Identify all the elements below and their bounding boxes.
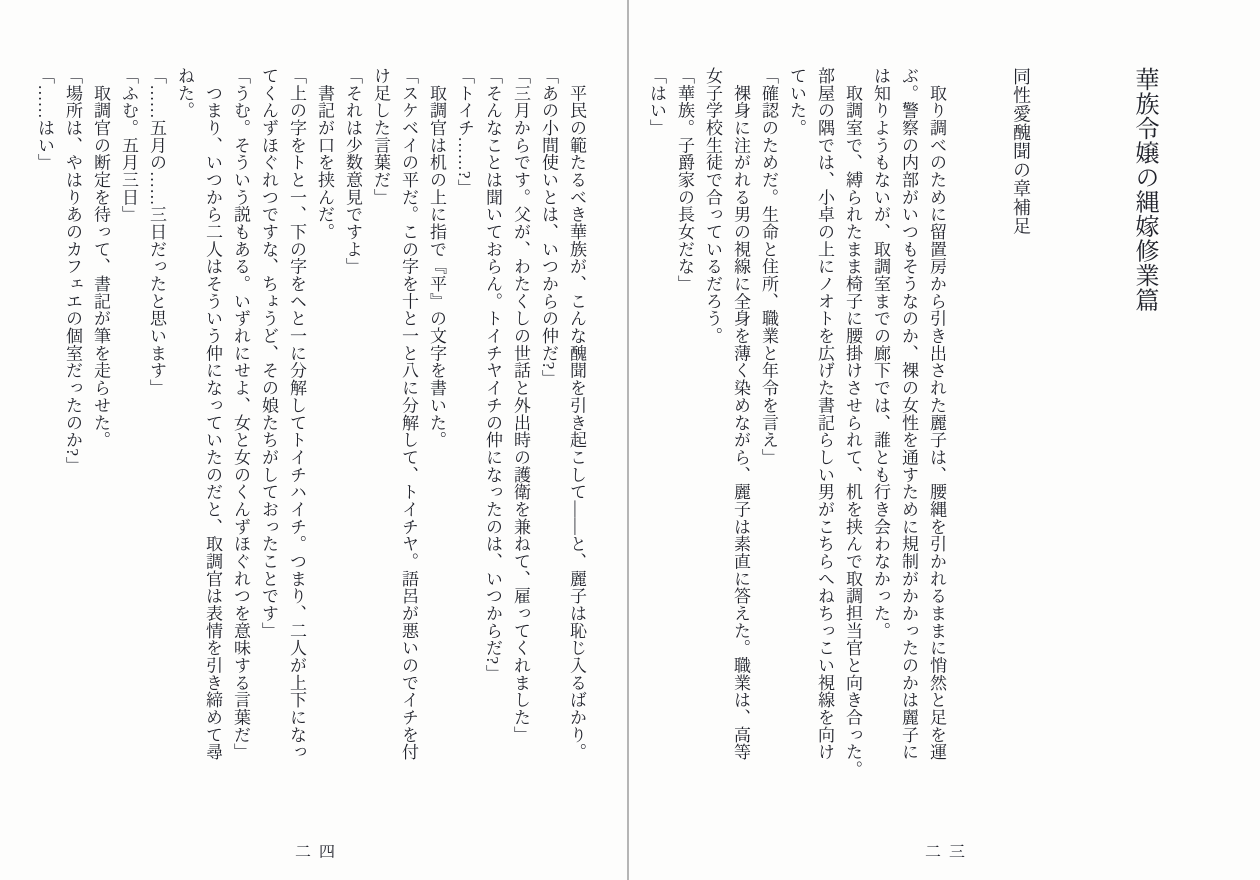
text-line: てくんずほぐれつですな、ちょうど、その娘たちがしておったことです」 [259, 67, 278, 640]
text-line: 書記が口を挟んだ。 [315, 67, 334, 241]
text-line: ていた。 [787, 67, 806, 137]
text-line: 「上の字をトと一、下の字をヘと一に分解してトイチハイチ。つまり、二人が上下になっ [287, 67, 306, 761]
text-line: 「スケベイの平だ。この字を十と一と八に分解して、トイチヤ。語呂が悪いのでイチを付 [399, 67, 418, 761]
page-left-content [30, 67, 590, 779]
text-line: 「はい」 [647, 67, 666, 137]
text-line: 「トイチ……?」 [455, 67, 474, 197]
text-line: け足した言葉だ」 [371, 67, 390, 206]
text-line: 取調室で、縛られたまま椅子に腰掛けさせられて、机を挟んで取調担当官と向き合った。 [843, 67, 862, 778]
page-left-body-text [30, 67, 590, 779]
page-number-right: 二三 [924, 844, 973, 861]
page-right [630, 0, 1260, 880]
text-line: ねた。 [175, 67, 194, 120]
text-line: 「……はい」 [35, 67, 54, 172]
text-line: ぶ。警察の内部がいつもそうなのか、裸の女性を通すために規制がかかったのかは麗子に [899, 67, 918, 761]
book-title: 華族令嬢の縄嫁修業篇 [1131, 67, 1157, 312]
chapter-subtitle: 同性愛醜聞の章補足 [1011, 67, 1031, 236]
text-line: 平民の範たるべき華族が、こんな醜聞を引き起こして――と、麗子は恥じ入るばかり。 [567, 67, 586, 761]
text-line: つまり、いつから二人はそういう仲になっていたのだと、取調官は表情を引き締めて尋 [203, 67, 222, 761]
text-line: 「そんなことは聞いておらん。トイチヤイチの仲になったのは、いつからだ?」 [483, 67, 502, 682]
text-line: 「それは少数意見ですよ」 [343, 67, 362, 276]
text-line: 取り調べのために留置房から引き出された麗子は、腰縄を引かれるままに悄然と足を運 [927, 67, 946, 761]
text-line: 女子学校生徒で合っているだろう。 [703, 67, 722, 345]
text-line: 「確認のためだ。生命と住所、職業と年令を言え」 [759, 67, 778, 466]
text-line: 「場所は、やはりあのカフェエの個室だったのか?」 [63, 67, 82, 474]
text-line: 「うむ。そういう説もある。いずれにせよ、女と女のくんずほぐれつを意味する言葉だ」 [231, 67, 250, 761]
page-right-body-text [642, 67, 950, 779]
text-line: 裸身に注がれる男の視線に全身を薄く染めながら、麗子は素直に答えた。職業は、高等 [731, 67, 750, 761]
page-right-content [642, 67, 1164, 779]
text-line: は知りようもないが、取調室までの廊下では、誰とも行き会わなかった。 [871, 67, 890, 640]
text-line: 部屋の隅では、小卓の上にノオトを広げた書記らしい男がこちらへねちっこい視線を向け [815, 67, 834, 761]
page-number-left: 二四 [294, 844, 343, 861]
text-line: 取調官の断定を待って、書記が筆を走らせた。 [91, 67, 110, 449]
text-line: 「あの小間使いとは、いつからの仲だ?」 [539, 67, 558, 388]
text-line: 「ふむ。五月三日」 [119, 67, 138, 224]
text-line: 「三月からです。父が、わたくしの世話と外出時の護衛を兼ねて、雇ってくれました」 [511, 67, 530, 744]
text-line: 取調官は机の上に指で『平』の文字を書いた。 [427, 67, 446, 449]
text-line: 「……五月の……三日だったと思います」 [147, 67, 166, 397]
text-line: 「華族。子爵家の長女だな」 [675, 67, 694, 293]
